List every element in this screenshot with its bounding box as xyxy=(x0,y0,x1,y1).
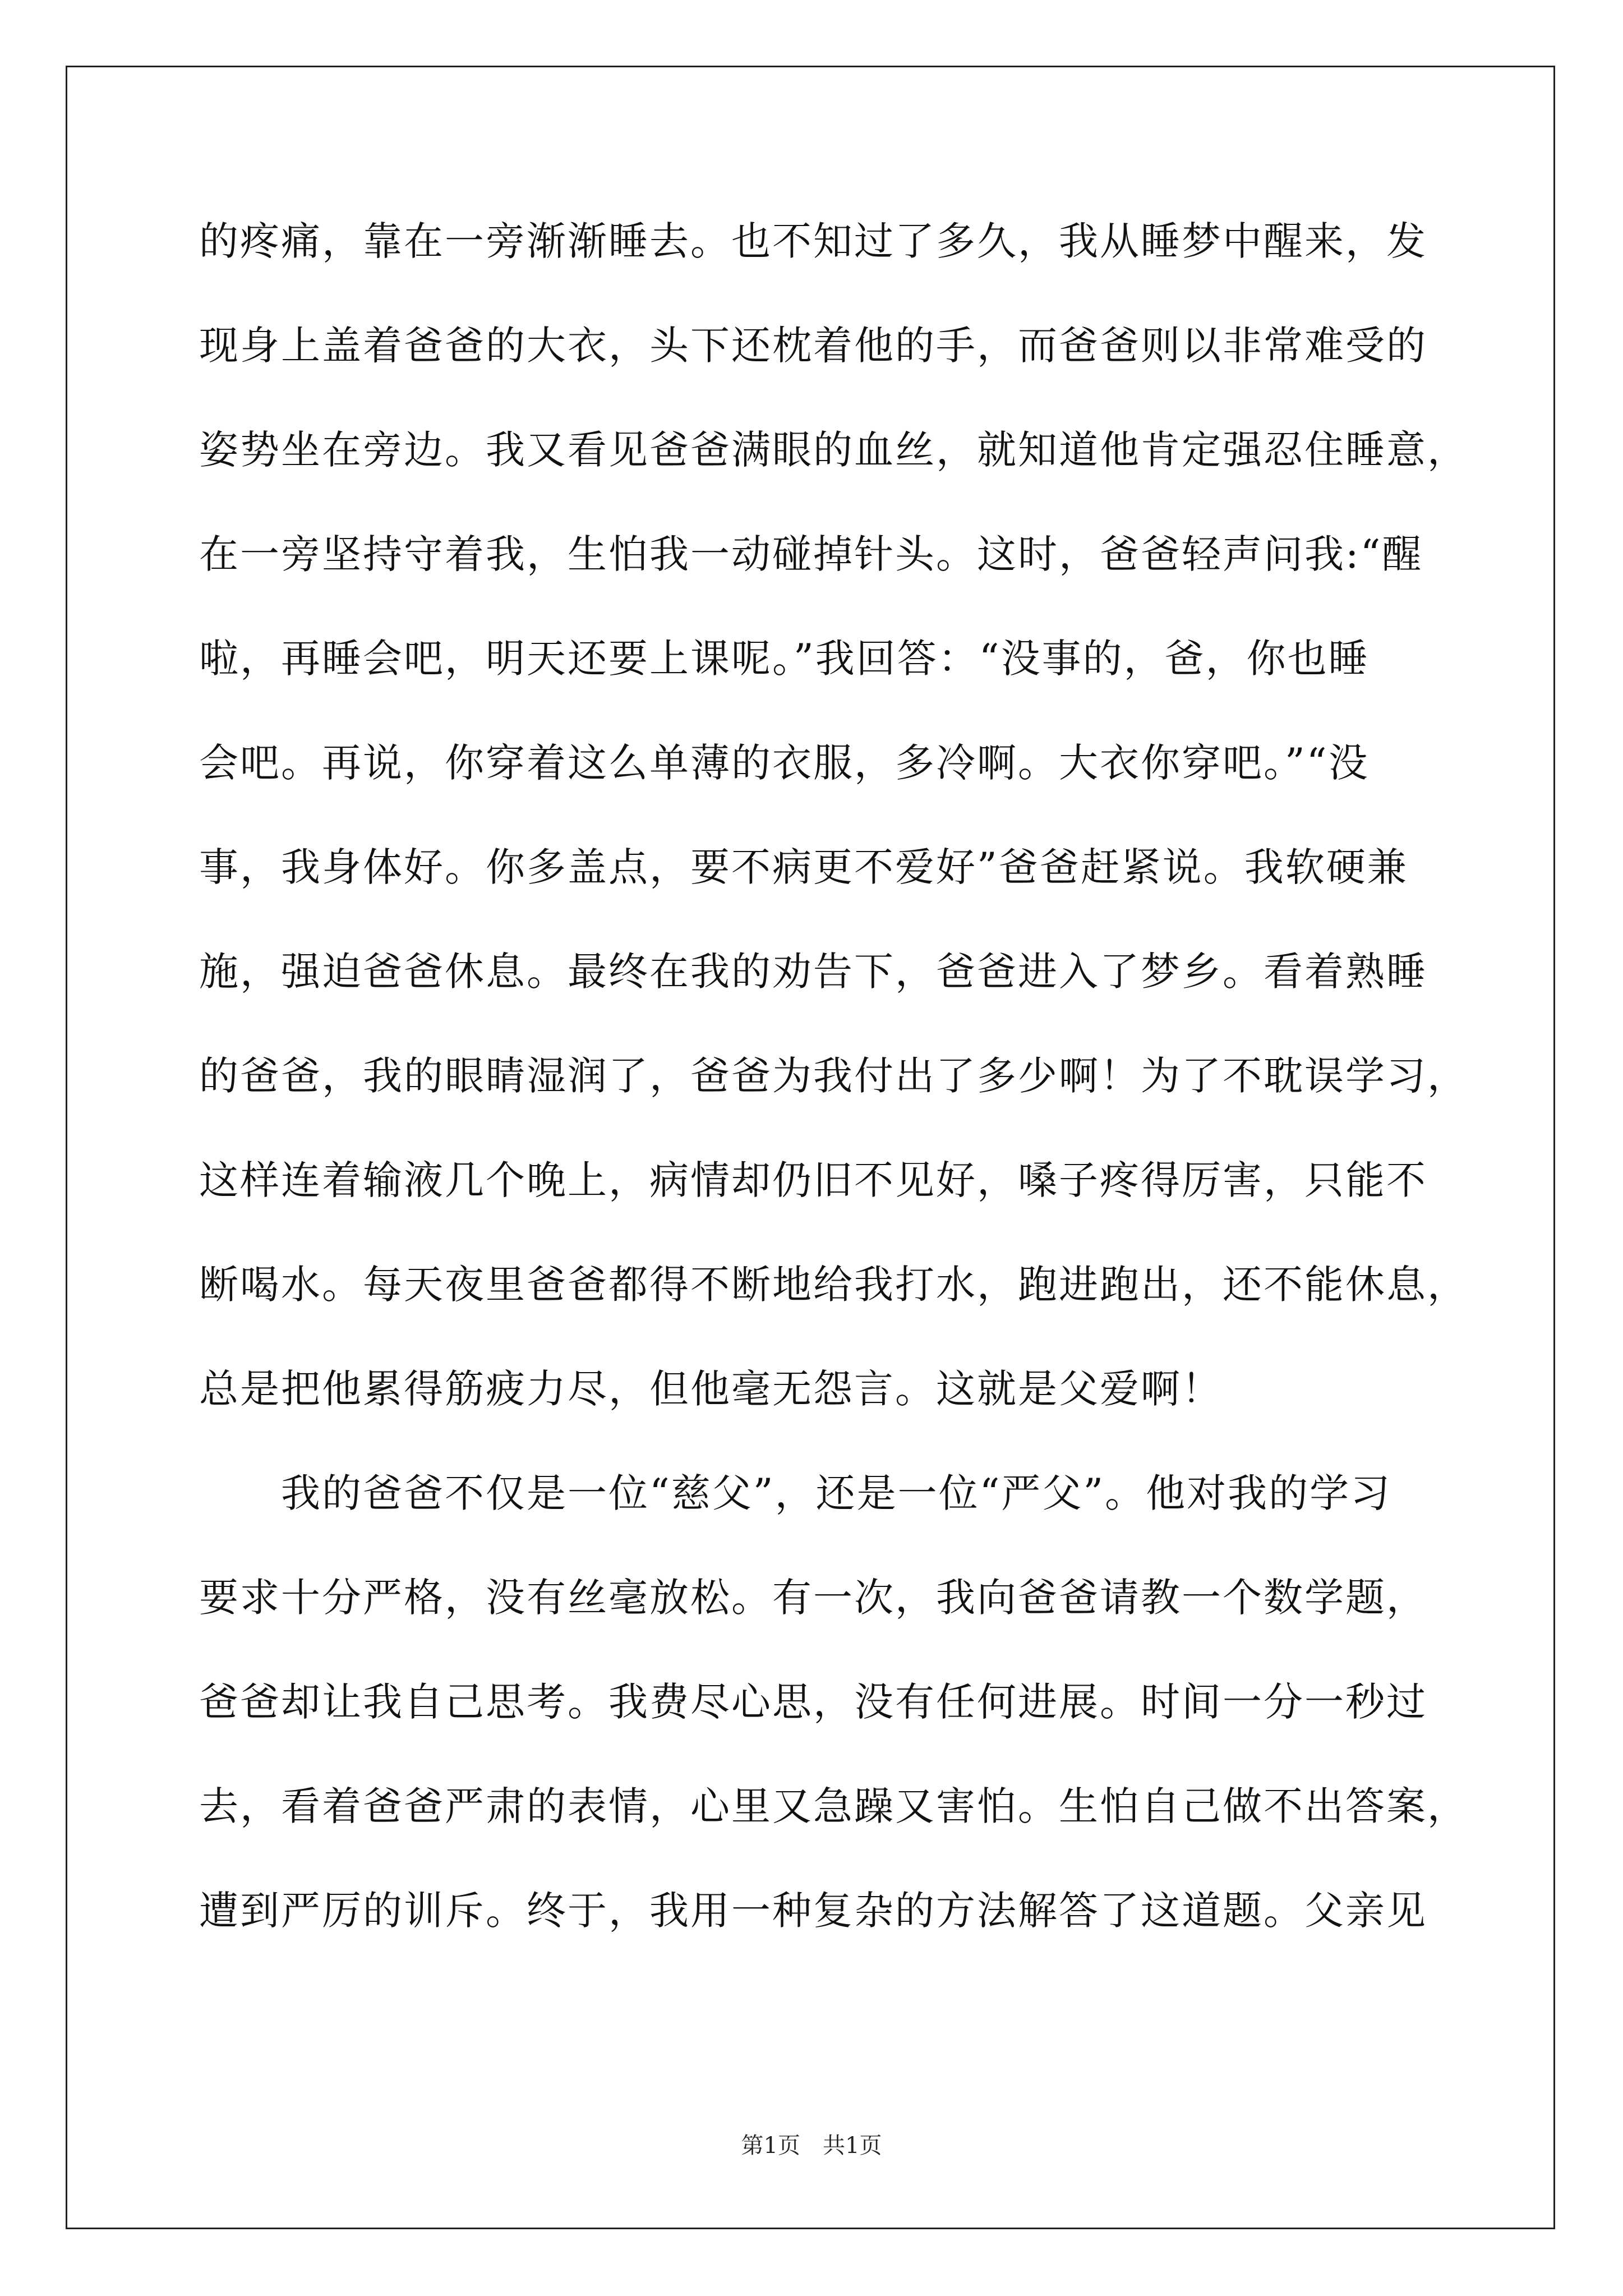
text-line: 会吧。再说，你穿着这么单薄的衣服，多冷啊。大衣你穿吧。”“没 xyxy=(199,740,1370,786)
text-line: 施，强迫爸爸休息。最终在我的劝告下，爸爸进入了梦乡。看着熟睡 xyxy=(199,949,1427,995)
document-body xyxy=(199,213,1468,1987)
text-line: 的爸爸，我的眼睛湿润了，爸爸为我付出了多少啊！为了不耽误学习， xyxy=(199,1053,1468,1099)
text-line: 去，看着爸爸严肃的表情，心里又急躁又害怕。生怕自己做不出答案， xyxy=(199,1783,1468,1829)
page-footer: 第1页 共1页 xyxy=(741,2133,882,2159)
text-line: 总是把他累得筋疲力尽，但他毫无怨言。这就是父爱啊！ xyxy=(199,1366,1223,1412)
text-line: 爸爸却让我自己思考。我费尽心思，没有任何进展。时间一分一秒过 xyxy=(199,1679,1427,1725)
text-line: 在一旁坚持守着我，生怕我一动碰掉针头。这时，爸爸轻声问我:“醒 xyxy=(199,531,1423,577)
text-line: 姿势坐在旁边。我又看见爸爸满眼的血丝，就知道他肯定强忍住睡意， xyxy=(199,427,1468,473)
text-line: 的疼痛，靠在一旁渐渐睡去。也不知过了多久，我从睡梦中醒来，发 xyxy=(199,218,1427,264)
text-line: 我的爸爸不仅是一位“慈父”，还是一位“严父”。他对我的学习 xyxy=(199,1470,1392,1516)
text-line: 啦，再睡会吧，明天还要上课呢。”我回答：“没事的，爸，你也睡 xyxy=(199,636,1370,682)
text-line: 这样连着输液几个晚上，病情却仍旧不见好，嗓子疼得厉害，只能不 xyxy=(199,1157,1427,1203)
text-line: 事，我身体好。你多盖点，要不病更不爱好”爸爸赶紧说。我软硬兼 xyxy=(199,844,1408,890)
text-line: 现身上盖着爸爸的大衣，头下还枕着他的手，而爸爸则以非常难受的 xyxy=(199,323,1427,369)
text-line: 要求十分严格，没有丝毫放松。有一次，我向爸爸请教一个数学题， xyxy=(199,1575,1427,1621)
text-line: 遭到严厉的训斥。终于，我用一种复杂的方法解答了这道题。父亲见 xyxy=(199,1888,1427,1934)
text-line: 断喝水。每天夜里爸爸都得不断地给我打水，跑进跑出，还不能休息， xyxy=(199,1262,1468,1308)
